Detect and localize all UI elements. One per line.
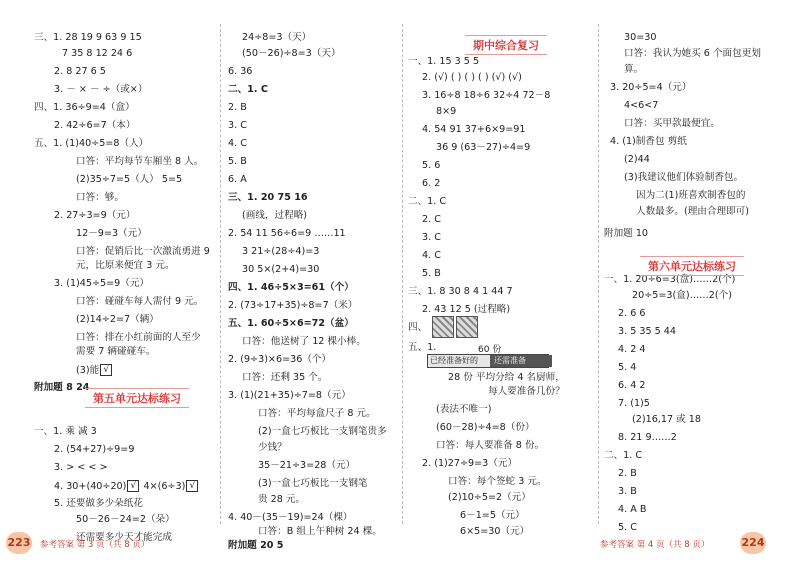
answer-line: 2. (9÷3)×6=36（个） xyxy=(228,354,332,365)
column-4 xyxy=(604,32,774,542)
answer-line: 口答：买甲款最便宜。 xyxy=(624,118,720,129)
answer-line: 三、1. 8 30 8 4 1 44 7 xyxy=(408,286,513,297)
answer-line: 3. > < < > xyxy=(54,462,108,473)
answer-line: 6. 36 xyxy=(228,66,253,77)
answer-line: 附加题 10 xyxy=(604,228,649,239)
answer-line: 3 21÷(28÷4)=3 xyxy=(242,246,320,257)
answer-line: 元，比原来便宜 3 元。 xyxy=(76,260,175,271)
answer-line: 7. (1)5 xyxy=(618,398,650,409)
answer-line: 口答：平均每节车厢坐 8 人。 xyxy=(76,156,204,167)
answer-line: 4. A B xyxy=(618,504,647,515)
answer-line: 2. 27÷3=9（元） xyxy=(54,210,136,221)
answer-line: 四、 xyxy=(408,322,428,333)
answer-line: 3. 20÷5=4（元） xyxy=(610,82,692,93)
answer-line: 2. 6 6 xyxy=(618,308,646,319)
answer-line: (2)一盒七巧板比一支钢笔贵多 xyxy=(258,426,387,437)
answer-line: 口答：排在小红前面的人至少 xyxy=(76,332,201,343)
answer-line: 4. 2 4 xyxy=(618,344,646,355)
answer-line: 2. 8 27 6 5 xyxy=(54,66,106,77)
answer-line: (2)14÷2=7（辆） xyxy=(76,314,159,325)
answer-line: (3)一盒七巧板比一支钢笔 xyxy=(258,478,368,489)
answer-line: 5. C xyxy=(618,522,637,533)
segment-diagram xyxy=(427,354,549,368)
answer-line: (2)16,17 或 18 xyxy=(632,414,701,425)
answer-line: 贵 28 元。 xyxy=(258,494,306,505)
answer-line: 2. (73÷17+35)÷8=7（米） xyxy=(228,300,358,311)
answer-line: 20÷5=3(盒)……2(个) xyxy=(632,290,732,301)
segment-prepared: 已经准备好的 xyxy=(428,355,490,367)
answer-line: 3. C xyxy=(228,120,247,131)
answer-line: 6. 4 2 xyxy=(618,380,646,391)
answer-line: (表法不唯一) xyxy=(436,404,492,415)
answer-line: 3. － × － ÷（或×） xyxy=(54,84,148,95)
answer-line: 36 9 (63－27)÷4=9 xyxy=(436,142,531,153)
answer-line: 口答：还剩 35 个。 xyxy=(242,372,328,383)
answer-line: 5. 还要做多少朵纸花 xyxy=(54,498,143,509)
column-2 xyxy=(228,32,398,551)
answer-line: 3. C xyxy=(422,232,441,243)
answer-line: 每人要准备几份？ xyxy=(488,386,565,397)
shaded-square-icon xyxy=(456,316,478,338)
answer-line: 一、1. 乘 减 3 xyxy=(34,426,97,437)
answer-line: 2. B xyxy=(618,468,637,479)
column-1 xyxy=(34,32,209,542)
answer-line: 少钱？ xyxy=(258,442,287,453)
answer-line: 6×5=30（元） xyxy=(460,526,530,537)
answer-line: 3. (1)(21+35)÷7=8（元） xyxy=(228,390,351,401)
answer-line: 五、1. xyxy=(408,342,437,353)
answer-line: 附加题 20 5 xyxy=(228,540,284,551)
answer-line: 6. 2 xyxy=(422,178,441,189)
answer-line: 口答：碰碰车每人需付 9 元。 xyxy=(76,296,204,307)
answer-line: 12－9=3（元） xyxy=(76,228,147,239)
answer-line: 28 份 平均分给 4 名厨师， xyxy=(448,372,565,383)
answer-line: 6. A xyxy=(228,174,247,185)
answer-line: (3)能 √ xyxy=(76,364,113,377)
answer-line: 5. B xyxy=(228,156,247,167)
answer-line: 6－1=5（元） xyxy=(460,510,525,521)
answer-line: 口答：促销后比一次激流勇进 9 xyxy=(76,246,210,257)
answer-line: 二、1. C xyxy=(408,196,447,207)
answer-line: (画线，过程略) xyxy=(242,210,308,221)
answer-line: 口答：他送树了 12 棵小棒。 xyxy=(242,336,366,347)
answer-line: 24÷8=3（天） xyxy=(242,32,312,43)
answer-line: 一、1. 15 3 5 5 xyxy=(408,56,480,67)
answer-line: 还需要多少天才能完成 xyxy=(76,532,172,543)
answer-line: 二、1. C xyxy=(228,84,268,95)
answer-line: 2. 54 11 56÷6=9 ……11 xyxy=(228,228,346,239)
footer-right-text: 参考答案 第 4 页（共 8 页） xyxy=(600,540,710,550)
answer-line: 因为二(1)班喜欢制香包的 xyxy=(636,190,746,201)
answer-line: 三、1. 28 19 9 63 9 15 xyxy=(34,32,142,43)
answer-line: 2. B xyxy=(228,102,247,113)
answer-line: 一、1. 20÷6=3(盘)……2(个) xyxy=(604,274,736,285)
answer-line: 二、1. C xyxy=(604,450,643,461)
page-number-left: 223 xyxy=(6,532,32,554)
unit5-title: 第五单元达标练习 xyxy=(85,388,189,408)
answer-line: 五、1. 60÷5×6=72（盆） xyxy=(228,318,354,329)
answer-line: 4. (1)制香包 剪纸 xyxy=(610,136,687,147)
segment-remaining: 还需准备 xyxy=(490,355,552,367)
answer-line: 30 5×(2+4)=30 xyxy=(242,264,320,275)
answer-line: 50－26－24=2（朵） xyxy=(76,514,175,525)
answer-line: 5. B xyxy=(422,268,441,279)
answer-line: 需要 7 辆碰碰车。 xyxy=(76,346,156,357)
page-number-right: 224 xyxy=(740,532,766,554)
answer-extra: 4×(6÷3) xyxy=(140,481,186,492)
check-box-icon: √ xyxy=(127,480,139,492)
answer-line: 口答：B 组上午种树 24 棵。 xyxy=(258,526,382,537)
answer-line: 算。 xyxy=(624,64,644,75)
answer-line: 口答：每个签蛇 3 元。 xyxy=(448,476,547,487)
answer-line: 4<6<7 xyxy=(624,100,659,111)
answer-line: 5. 4 xyxy=(618,362,637,373)
answer-line: 3. 16÷8 18÷6 32÷4 72－8 xyxy=(422,90,551,101)
answer-line: 4. 40－(35－19)=24（棵） xyxy=(228,512,353,523)
check-box-icon: √ xyxy=(100,364,112,376)
footer-left-text: 参考答案 第 3 页（共 8 页） xyxy=(40,540,150,550)
answer-line: 四、1. 46÷5×3=61（个） xyxy=(228,282,354,293)
answer-line: 口答：够。 xyxy=(76,192,124,203)
divider-center xyxy=(402,24,403,524)
answer-line: (2)35÷7=5（人） 5=5 xyxy=(76,174,183,185)
answer-line: (2)44 xyxy=(624,154,650,165)
answer-line: 2. (√) ( ) ( ) ( ) (√) (√) xyxy=(422,72,522,83)
midterm-title: 期中综合复习 xyxy=(465,35,547,55)
answer-line: (60－28)÷4=8（份） xyxy=(436,422,535,433)
answer-line: 4. 54 91 37+6×9=91 xyxy=(422,124,526,135)
answer-line: 口答：每人要准备 8 份。 xyxy=(436,440,545,451)
shaded-square-icon xyxy=(432,316,454,338)
answer-line: 口答：平均每盒尺子 8 元。 xyxy=(258,408,376,419)
answer-line: 3. (1)45÷5=9（元） xyxy=(54,278,150,289)
answer-line: 30=30 xyxy=(624,32,657,43)
answer-line: 4. 30+(40÷20) √ 4×(6÷3) √ xyxy=(54,480,199,493)
unit6-title: 第六单元达标练习 xyxy=(640,256,744,276)
answer-line: 五、1. (1)40÷5=8（人） xyxy=(34,138,149,149)
answer-line: 5. 6 xyxy=(422,160,441,171)
answer-line: 三、1. 20 75 16 xyxy=(228,192,308,203)
answer-line: 8. 21 9……2 xyxy=(618,432,677,443)
answer-line: 附加题 8 24 xyxy=(34,382,90,393)
answer-line: 4. C xyxy=(228,138,247,149)
answer-line: 3. 5 35 5 44 xyxy=(618,326,676,337)
column-3 xyxy=(408,32,588,542)
answer-line: 4. C xyxy=(422,250,441,261)
answer-line: 2. 43 12 5 (过程略) xyxy=(422,304,511,315)
answer-line: 3. B xyxy=(618,486,637,497)
divider-left xyxy=(220,24,221,524)
segment-total-label: 60 份 xyxy=(478,345,502,355)
answer-line: (50－26)÷8=3（天） xyxy=(242,48,341,59)
divider-right xyxy=(598,24,599,524)
answer-line: 2. (54+27)÷9=9 xyxy=(54,444,135,455)
answer-line: 2. 42÷6=7（本） xyxy=(54,120,136,131)
answer-line: 2. (1)27÷9=3（元） xyxy=(422,458,518,469)
answer-line: 7 35 8 12 24 6 xyxy=(62,48,133,59)
answer-line: 35－21÷3=28（元） xyxy=(258,460,356,471)
shape-pair xyxy=(432,316,480,338)
answer-line: 人数最多。(理由合理即可) xyxy=(636,206,750,217)
answer-line: 2. C xyxy=(422,214,441,225)
answer-line: 四、1. 36÷9=4（盒） xyxy=(34,102,135,113)
answer-line: (2)10÷5=2（元） xyxy=(448,492,531,503)
check-box-icon: √ xyxy=(186,480,198,492)
answer-line: (3)我建议他们体验制香包。 xyxy=(624,172,744,183)
answer-line: 8×9 xyxy=(436,106,457,117)
answer-line: 口答：我认为她买 6 个面包更划 xyxy=(624,48,761,59)
